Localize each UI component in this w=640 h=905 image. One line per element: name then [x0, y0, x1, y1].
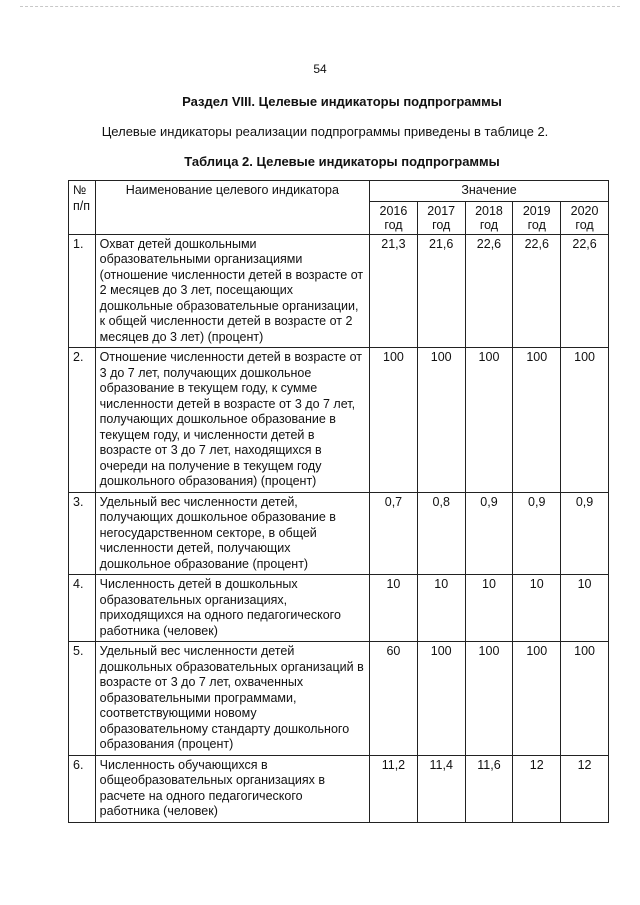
indicator-name: Удельный вес численности детей, получающих дошкольное образование в негосударственном секторе, в общей численности детей, получающих дошкольное образование (процент)	[95, 492, 369, 575]
indicator-value: 11,4	[417, 755, 465, 822]
indicator-value: 11,2	[370, 755, 418, 822]
indicator-value: 11,6	[465, 755, 513, 822]
page-number: 54	[313, 62, 327, 76]
row-number: 6.	[69, 755, 96, 822]
indicator-value: 0,7	[370, 492, 418, 575]
header-value: Значение	[370, 181, 609, 202]
indicator-value: 10	[513, 575, 561, 642]
indicator-value: 12	[561, 755, 609, 822]
indicator-name: Удельный вес численности детей дошкольных образовательных организаций в возрасте от 3 до 7 лет, охваченных образовательными программами, соответствующими новому образовательному стандарту дошкольного образования (процент)	[95, 642, 369, 756]
row-number: 3.	[69, 492, 96, 575]
table-title: Таблица 2. Целевые индикаторы подпрограммы	[184, 154, 500, 169]
indicator-value: 0,8	[417, 492, 465, 575]
indicator-value: 0,9	[513, 492, 561, 575]
indicator-value: 100	[417, 348, 465, 493]
scan-artifact-line	[20, 6, 620, 9]
table-row	[69, 755, 609, 822]
header-year: 2018 год	[465, 201, 513, 234]
indicator-value: 100	[513, 348, 561, 493]
indicator-value: 10	[561, 575, 609, 642]
row-number: 1.	[69, 234, 96, 348]
indicator-value: 0,9	[465, 492, 513, 575]
indicator-name: Охват детей дошкольными образовательными организациями (отношение численности детей в возрасте от 2 месяцев до 3 лет, посещающих дошкольные образовательные организации, к общей численности детей в возрасте от 2 месяцев до 3 лет) (процент)	[95, 234, 369, 348]
table-row	[69, 492, 609, 575]
indicator-value: 22,6	[513, 234, 561, 348]
header-num: № п/п	[69, 181, 96, 235]
indicator-value: 0,9	[561, 492, 609, 575]
intro-paragraph: Целевые индикаторы реализации подпрограммы приведены в таблице 2.	[101, 124, 549, 139]
header-year: 2016 год	[370, 201, 418, 234]
indicator-value: 100	[561, 348, 609, 493]
indicator-name: Отношение численности детей в возрасте от 3 до 7 лет, получающих дошкольное образование в текущем году, к сумме численности детей в возрасте от 3 до 7 лет, получающих дошкольное образование в текущем году, и численности детей в возрасте от 3 до 7 лет, находящихся в очереди на получение в текущем году дошкольного образования) (процент)	[95, 348, 369, 493]
section-title: Раздел VIII. Целевые индикаторы подпрограммы	[182, 94, 502, 109]
indicator-value: 10	[370, 575, 418, 642]
header-year: 2020 год	[561, 201, 609, 234]
indicator-value: 100	[370, 348, 418, 493]
indicator-name: Численность детей в дошкольных образовательных организациях, приходящихся на одного педагогического работника (человек)	[95, 575, 369, 642]
table-row	[69, 348, 609, 493]
indicator-value: 10	[465, 575, 513, 642]
indicator-value: 100	[417, 642, 465, 756]
header-year: 2017 год	[417, 201, 465, 234]
table-header-row	[69, 181, 609, 202]
indicator-value: 100	[561, 642, 609, 756]
row-number: 5.	[69, 642, 96, 756]
row-number: 4.	[69, 575, 96, 642]
indicator-value: 21,3	[370, 234, 418, 348]
indicator-value: 22,6	[561, 234, 609, 348]
indicator-value: 100	[465, 642, 513, 756]
table-row	[69, 234, 609, 348]
table-row	[69, 642, 609, 756]
indicator-name: Численность обучающихся в общеобразовательных организациях в расчете на одного педагогического работника (человек)	[95, 755, 369, 822]
indicator-value: 12	[513, 755, 561, 822]
indicator-value: 10	[417, 575, 465, 642]
row-number: 2.	[69, 348, 96, 493]
header-year: 2019 год	[513, 201, 561, 234]
header-name: Наименование целевого индикатора	[95, 181, 369, 235]
indicator-value: 100	[465, 348, 513, 493]
indicator-value: 21,6	[417, 234, 465, 348]
indicator-value: 100	[513, 642, 561, 756]
table-row	[69, 575, 609, 642]
indicator-value: 22,6	[465, 234, 513, 348]
indicators-table	[68, 180, 609, 823]
indicator-value: 60	[370, 642, 418, 756]
